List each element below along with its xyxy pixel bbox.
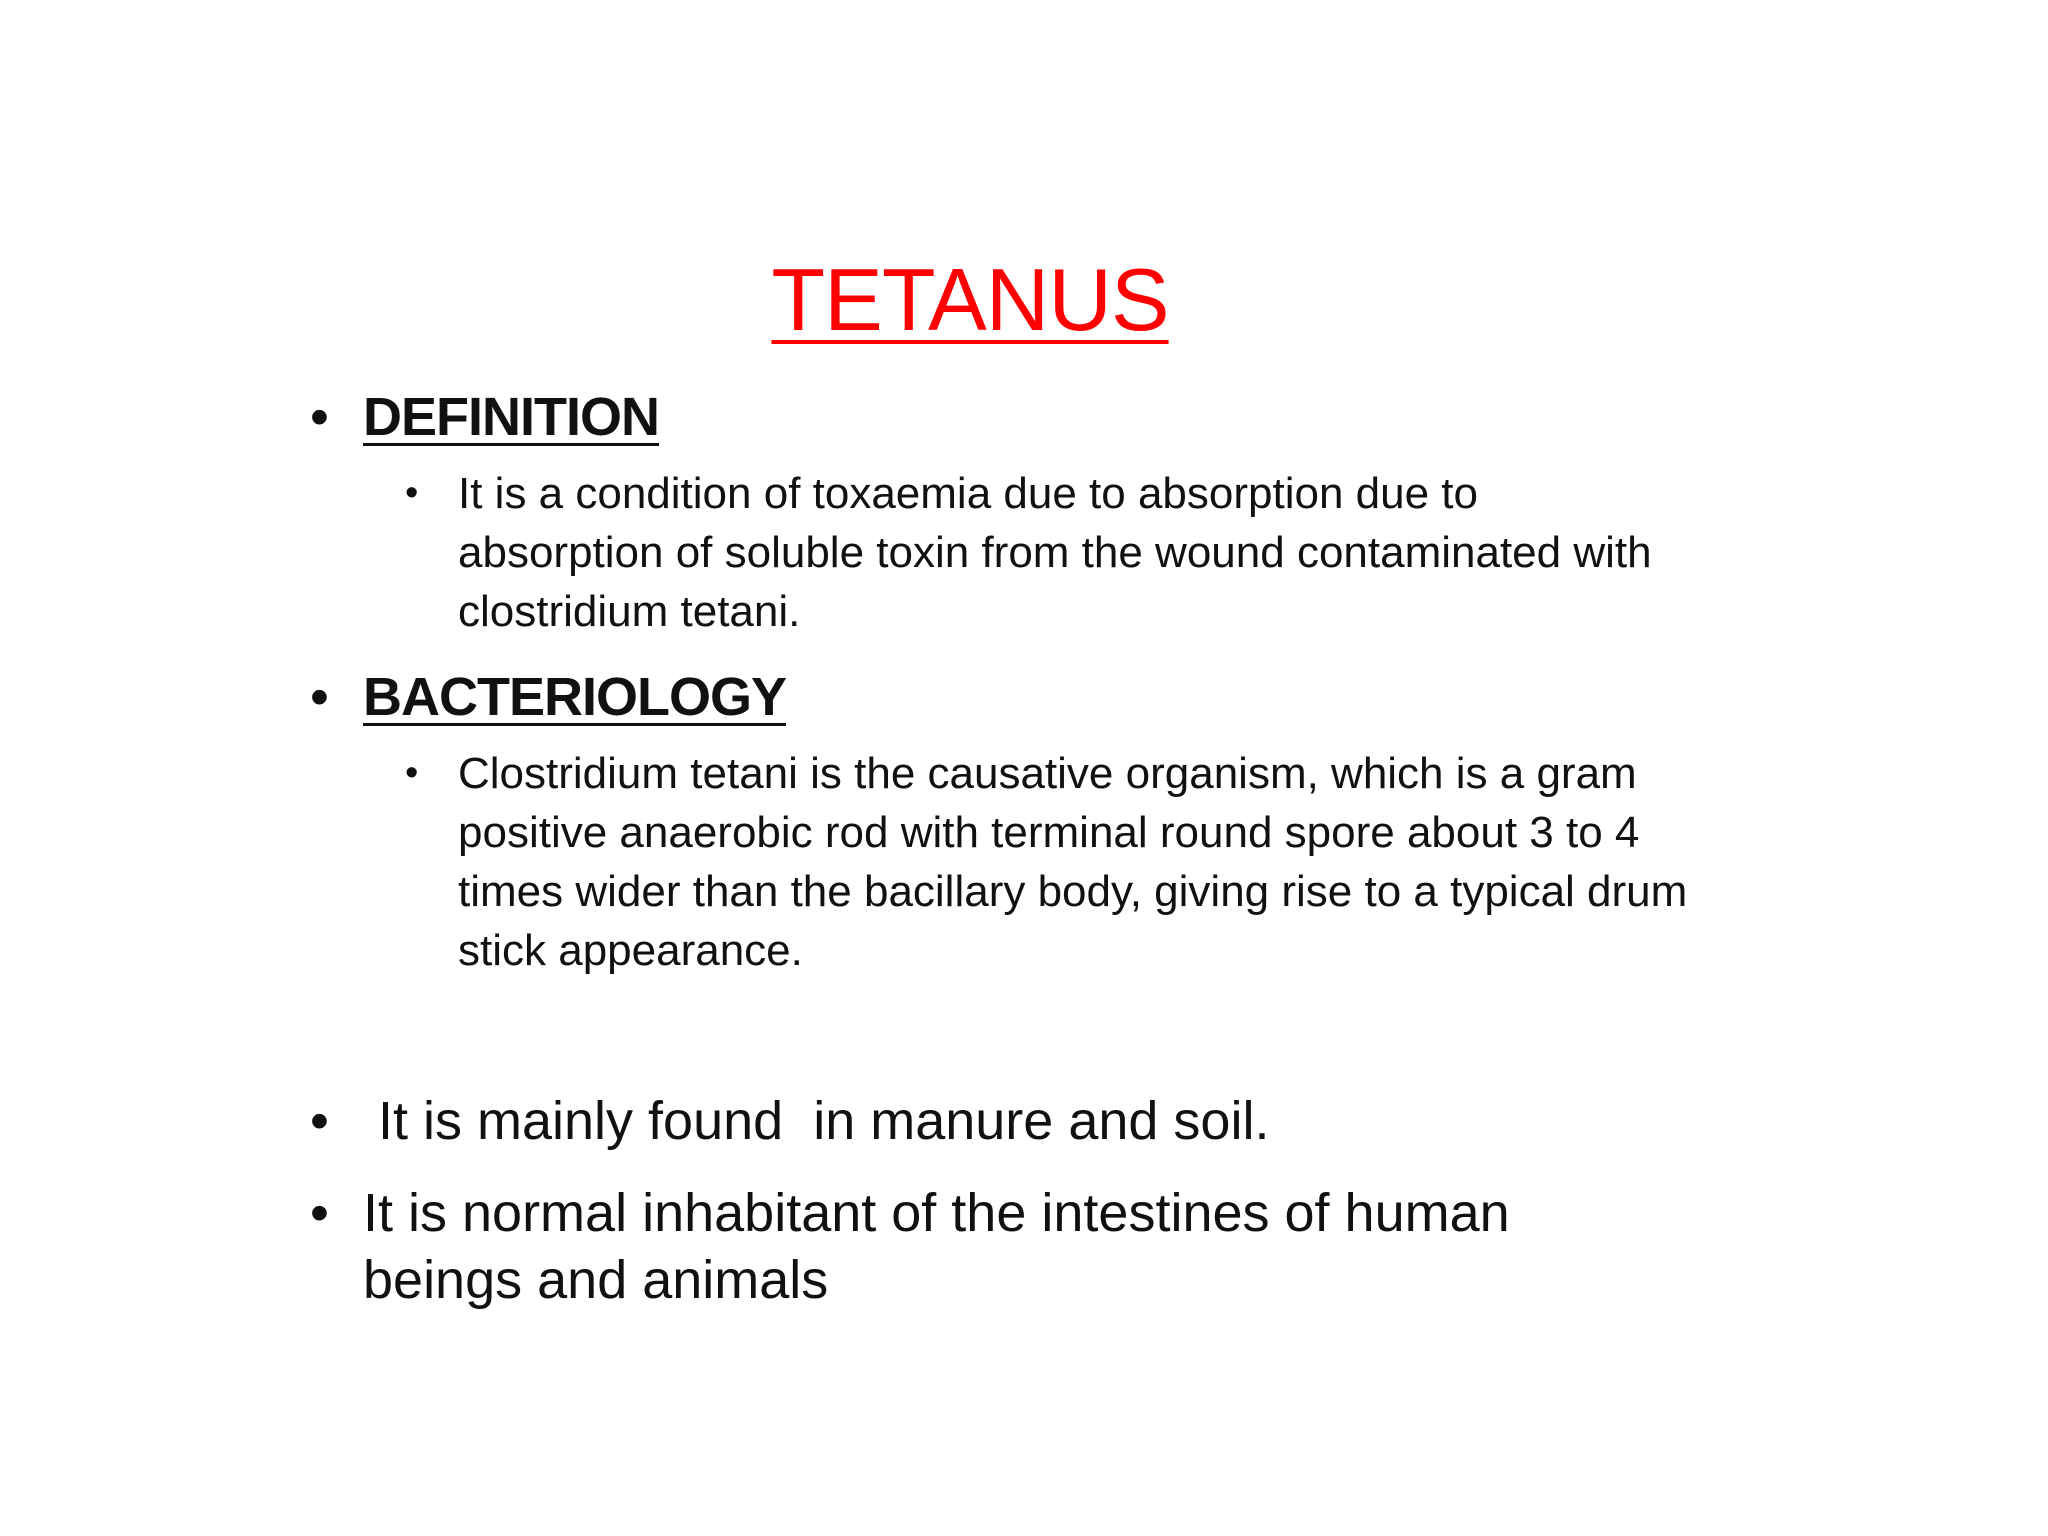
bullet-icon: • (405, 752, 419, 794)
point-text: It is normal inhabitant of the intestines of human beings and animals (363, 1183, 1510, 1310)
section-heading: DEFINITION (363, 387, 659, 447)
bullet-icon: • (310, 667, 329, 727)
section-body: Clostridium tetani is the causative organism, which is a gram positive anaerobic rod with terminal round spore about 3 to 4 times wider than the bacillary body, giving rise to a typical drum stick appearance. (458, 749, 1688, 975)
bullet-icon: • (405, 472, 419, 514)
section-definition-body (405, 464, 1695, 641)
slide-title: TETANUS (771, 250, 1169, 349)
section-bacteriology-heading (310, 665, 1810, 729)
point-text: It is mainly found in manure and soil. (363, 1091, 1270, 1151)
section-body: It is a condition of toxaemia due to absorption due to absorption of soluble toxin from the wound contaminated with clostridium tetani. (458, 469, 1652, 636)
section-bacteriology-body (405, 744, 1695, 980)
bullet-icon: • (310, 387, 329, 447)
point-inhabitant (310, 1180, 1670, 1314)
bullet-icon: • (310, 1091, 329, 1151)
section-definition-heading (310, 385, 1810, 449)
section-heading: BACTERIOLOGY (363, 667, 787, 727)
bullet-icon: • (310, 1183, 329, 1243)
point-habitat (310, 1088, 1670, 1155)
